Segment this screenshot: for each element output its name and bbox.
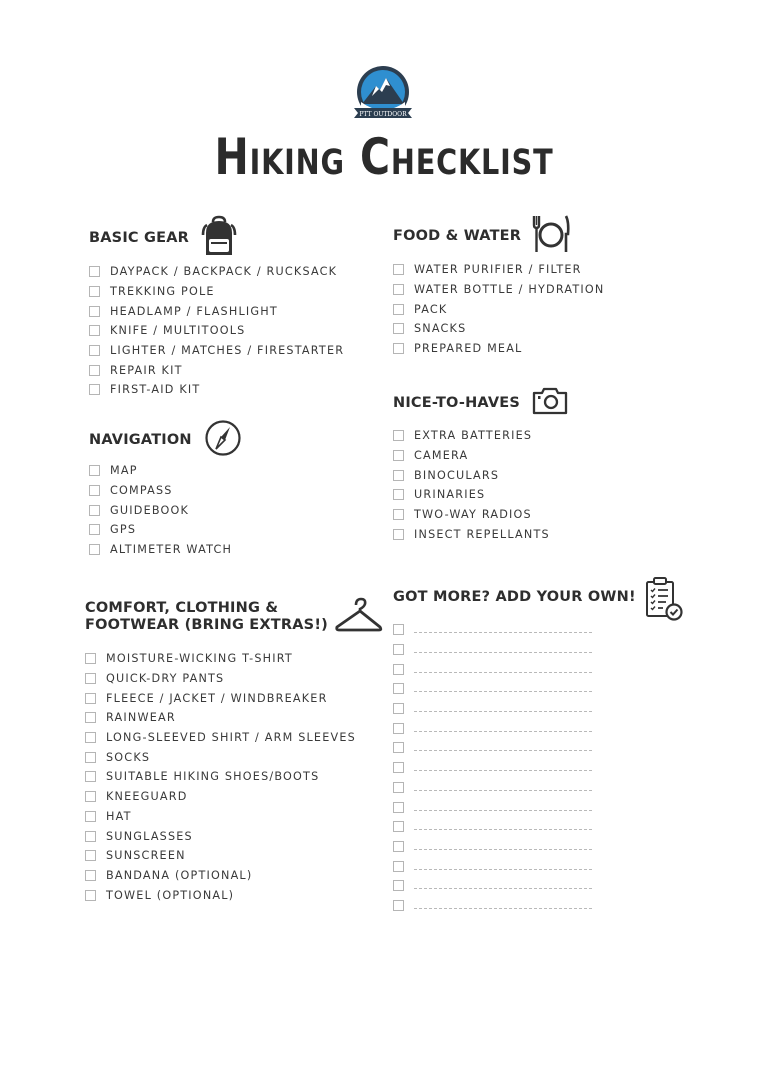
- blank-entry[interactable]: [393, 659, 684, 679]
- checklist-item[interactable]: KNIFE / MULTITOOLS: [89, 321, 344, 341]
- blank-entry[interactable]: [393, 896, 684, 916]
- blank-entry[interactable]: [393, 856, 684, 876]
- section-title: NAVIGATION: [89, 431, 192, 448]
- checkbox[interactable]: [393, 900, 404, 911]
- checkbox[interactable]: [393, 323, 404, 334]
- checkbox[interactable]: [89, 524, 100, 535]
- write-in-line[interactable]: [414, 632, 592, 633]
- section-title: BASIC GEAR: [89, 229, 189, 246]
- checkbox[interactable]: [393, 723, 404, 734]
- write-in-line[interactable]: [414, 908, 592, 909]
- checklist-item[interactable]: SUNSCREEN: [85, 846, 384, 866]
- checklist-item[interactable]: SUITABLE HIKING SHOES/BOOTS: [85, 767, 384, 787]
- checkbox[interactable]: [393, 450, 404, 461]
- checkbox[interactable]: [393, 802, 404, 813]
- section-title: NICE-TO-HAVES: [393, 394, 521, 411]
- checklist-item[interactable]: ALTIMETER WATCH: [89, 540, 242, 560]
- section-food-water: [393, 214, 604, 358]
- camera-icon: [532, 386, 568, 420]
- checkbox[interactable]: [393, 343, 404, 354]
- write-in-line[interactable]: [414, 849, 592, 850]
- checklist-item[interactable]: CAMERA: [393, 446, 568, 466]
- section-title: FOOD & WATER: [393, 227, 522, 244]
- checklist-item[interactable]: DAYPACK / BACKPACK / RUCKSACK: [89, 262, 344, 282]
- checkbox[interactable]: [85, 693, 96, 704]
- checkbox[interactable]: [89, 266, 100, 277]
- checkbox[interactable]: [89, 325, 100, 336]
- checklist-item[interactable]: HAT: [85, 807, 384, 827]
- page-title: Hiking Checklist: [214, 128, 554, 186]
- checklist-item[interactable]: TOWEL (OPTIONAL): [85, 885, 384, 905]
- checklist-item[interactable]: SOCKS: [85, 747, 384, 767]
- checklist-item[interactable]: TREKKING POLE: [89, 282, 344, 302]
- checkbox[interactable]: [393, 782, 404, 793]
- checklist-item[interactable]: BANDANA (OPTIONAL): [85, 866, 384, 886]
- blank-entry[interactable]: [393, 837, 684, 857]
- section-title: GOT MORE? ADD YOUR OWN!: [393, 589, 636, 605]
- checklist-item[interactable]: HEADLAMP / FLASHLIGHT: [89, 301, 344, 321]
- blank-entry[interactable]: [393, 620, 684, 640]
- section-comfort-clothing: [85, 597, 384, 905]
- checklist-item[interactable]: BINOCULARS: [393, 465, 568, 485]
- write-in-line[interactable]: [414, 731, 592, 732]
- blank-entry[interactable]: [393, 797, 684, 817]
- blank-entry[interactable]: [393, 738, 684, 758]
- checkbox[interactable]: [393, 664, 404, 675]
- checkbox[interactable]: [393, 509, 404, 520]
- section-title: COMFORT, CLOTHING & FOOTWEAR (BRING EXTRAS!): [85, 600, 328, 633]
- checklist-item[interactable]: EXTRA BATTERIES: [393, 426, 568, 446]
- checklist-item[interactable]: FLEECE / JACKET / WINDBREAKER: [85, 688, 384, 708]
- checklist-item[interactable]: SNACKS: [393, 319, 604, 339]
- checkbox[interactable]: [85, 732, 96, 743]
- checklist-item[interactable]: COMPASS: [89, 481, 242, 501]
- checkbox[interactable]: [85, 712, 96, 723]
- checkbox[interactable]: [393, 703, 404, 714]
- checkbox[interactable]: [89, 345, 100, 356]
- plate-utensils-icon: [531, 214, 571, 258]
- clipboard-check-icon: [644, 576, 684, 626]
- compass-icon: [204, 419, 242, 461]
- checkbox[interactable]: [85, 811, 96, 822]
- checklist-item[interactable]: KNEEGUARD: [85, 787, 384, 807]
- checkbox[interactable]: [85, 673, 96, 684]
- checklist-item[interactable]: INSECT REPELLANTS: [393, 524, 568, 544]
- checkbox[interactable]: [393, 861, 404, 872]
- checkbox[interactable]: [393, 821, 404, 832]
- blank-entry[interactable]: [393, 679, 684, 699]
- blank-entry[interactable]: [393, 758, 684, 778]
- checkbox[interactable]: [393, 489, 404, 500]
- checkbox[interactable]: [89, 465, 100, 476]
- blank-entry[interactable]: [393, 699, 684, 719]
- checkbox[interactable]: [393, 624, 404, 635]
- checkbox[interactable]: [89, 505, 100, 516]
- checklist-item[interactable]: LONG-SLEEVED SHIRT / ARM SLEEVES: [85, 728, 384, 748]
- hanger-icon: [334, 597, 384, 637]
- checkbox[interactable]: [89, 286, 100, 297]
- write-in-line[interactable]: [414, 691, 592, 692]
- checkbox[interactable]: [393, 284, 404, 295]
- checkbox[interactable]: [393, 683, 404, 694]
- checklist-item[interactable]: TWO-WAY RADIOS: [393, 505, 568, 525]
- checklist-item[interactable]: GPS: [89, 520, 242, 540]
- checkbox[interactable]: [393, 304, 404, 315]
- blank-entry[interactable]: [393, 718, 684, 738]
- checkbox[interactable]: [89, 384, 100, 395]
- checklist-item[interactable]: URINARIES: [393, 485, 568, 505]
- write-in-line[interactable]: [414, 711, 592, 712]
- blank-entry[interactable]: [393, 817, 684, 837]
- blank-entry[interactable]: [393, 876, 684, 896]
- checkbox[interactable]: [393, 470, 404, 481]
- checkbox[interactable]: [393, 430, 404, 441]
- write-in-line[interactable]: [414, 888, 592, 889]
- checklist-item[interactable]: MOISTURE-WICKING T-SHIRT: [85, 649, 384, 669]
- section-basic-gear: [89, 216, 344, 400]
- checklist-item[interactable]: MAP: [89, 461, 242, 481]
- section-navigation: [89, 421, 242, 559]
- checkbox[interactable]: [85, 791, 96, 802]
- backpack-icon: [201, 215, 237, 261]
- checkbox[interactable]: [89, 544, 100, 555]
- checkbox[interactable]: [393, 762, 404, 773]
- checkbox[interactable]: [393, 880, 404, 891]
- checklist-item[interactable]: RAINWEAR: [85, 708, 384, 728]
- checklist-item[interactable]: GUIDEBOOK: [89, 500, 242, 520]
- checkbox[interactable]: [393, 644, 404, 655]
- checklist-item[interactable]: LIGHTER / MATCHES / FIRESTARTER: [89, 341, 344, 361]
- checklist-item[interactable]: WATER PURIFIER / FILTER: [393, 260, 604, 280]
- checkbox[interactable]: [85, 752, 96, 763]
- checkbox[interactable]: [85, 870, 96, 881]
- blank-entry[interactable]: [393, 778, 684, 798]
- write-in-line[interactable]: [414, 829, 592, 830]
- write-in-line[interactable]: [414, 750, 592, 751]
- checkbox[interactable]: [393, 264, 404, 275]
- write-in-line[interactable]: [414, 790, 592, 791]
- checkbox[interactable]: [393, 529, 404, 540]
- ptt-outdoor-logo: [350, 64, 416, 126]
- checklist-item[interactable]: PREPARED MEAL: [393, 339, 604, 359]
- logo-banner-text: PTT OUTDOOR: [359, 111, 407, 118]
- checklist-item[interactable]: PACK: [393, 299, 604, 319]
- checklist-item[interactable]: FIRST-AID KIT: [89, 380, 344, 400]
- write-in-line[interactable]: [414, 810, 592, 811]
- write-in-line[interactable]: [414, 869, 592, 870]
- checkbox[interactable]: [85, 831, 96, 842]
- section-nice-to-haves: [393, 386, 568, 544]
- checkbox[interactable]: [85, 850, 96, 861]
- checklist-item[interactable]: QUICK-DRY PANTS: [85, 669, 384, 689]
- checkbox[interactable]: [89, 306, 100, 317]
- checkbox[interactable]: [89, 485, 100, 496]
- checklist-item[interactable]: REPAIR KIT: [89, 360, 344, 380]
- blank-entry[interactable]: [393, 640, 684, 660]
- write-in-line[interactable]: [414, 672, 592, 673]
- checkbox[interactable]: [85, 653, 96, 664]
- checkbox[interactable]: [85, 771, 96, 782]
- checkbox[interactable]: [89, 365, 100, 376]
- checklist-item[interactable]: SUNGLASSES: [85, 826, 384, 846]
- checkbox[interactable]: [393, 841, 404, 852]
- write-in-line[interactable]: [414, 770, 592, 771]
- section-add-your-own: [393, 576, 684, 915]
- checklist-item[interactable]: WATER BOTTLE / HYDRATION: [393, 280, 604, 300]
- write-in-line[interactable]: [414, 652, 592, 653]
- checkbox[interactable]: [393, 742, 404, 753]
- checkbox[interactable]: [85, 890, 96, 901]
